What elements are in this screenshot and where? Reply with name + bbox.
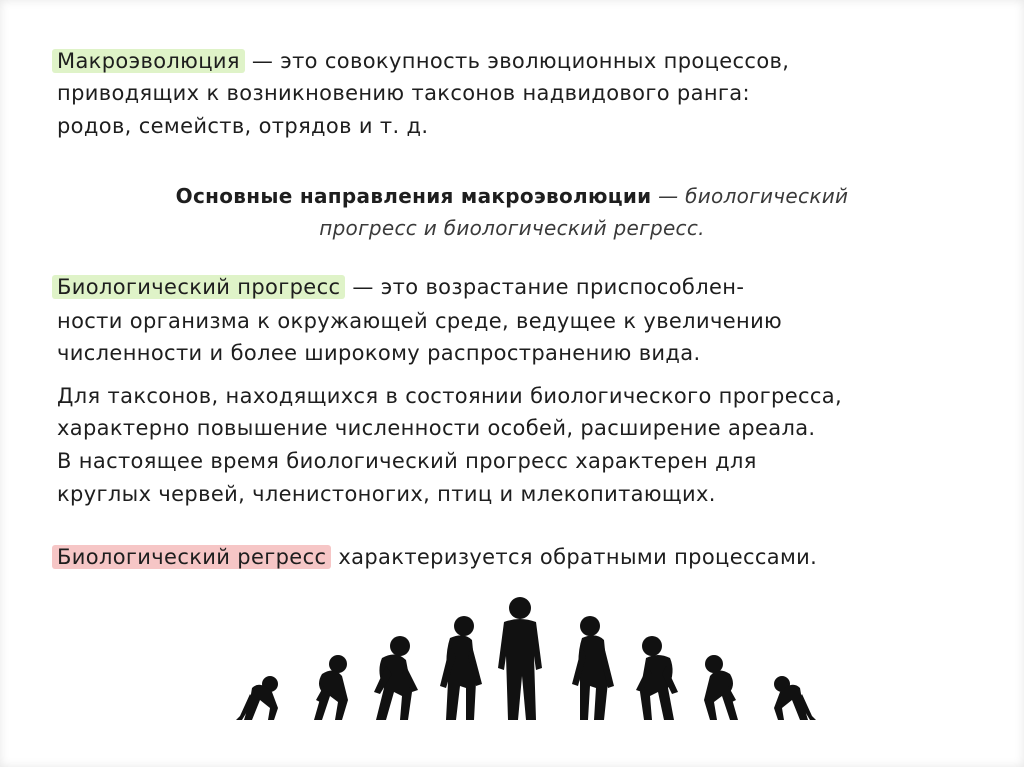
hominid-figure-6-icon <box>704 655 738 720</box>
regress-text: характеризуется обратными процессами. <box>331 545 818 569</box>
directions-line-2 <box>0 212 1024 244</box>
biological-regress-term: Биологический регресс <box>52 545 331 569</box>
directions-heading: Основные направления макроэволюции <box>175 184 652 208</box>
macroevolution-definition-line-3: родов, семейств, отрядов и т. д. <box>57 114 429 138</box>
progress-definition-text: — это возрастание приспособлен- <box>345 275 745 299</box>
evolution-silhouettes-icon <box>230 596 820 726</box>
macroevolution-definition-text: — это совокупность эволюционных процессов, <box>244 49 790 73</box>
hominid-figure-4-icon <box>572 616 614 720</box>
directions-italic-1: — биологический <box>651 184 849 208</box>
progress-definition-line-1 <box>57 271 744 303</box>
modern-human-figure-icon <box>498 597 542 720</box>
macroevolution-definition-line-1 <box>57 45 789 77</box>
hominid-figure-2-icon <box>374 636 418 720</box>
directions-line-1 <box>0 180 1024 212</box>
taxa-paragraph-line-3: В настоящее время биологический прогресс характерен для <box>57 449 757 473</box>
macroevolution-definition-line-2: приводящих к возникновению таксонов надвидового ранга: <box>57 81 750 105</box>
taxa-paragraph-line-4: круглых червей, членистоногих, птиц и млекопитающих. <box>57 482 716 506</box>
macroevolution-term: Макроэволюция <box>52 49 245 73</box>
progress-definition-line-2: ности организма к окружающей среде, ведущее к увеличению <box>57 309 783 333</box>
hominid-figure-5-icon <box>636 636 678 720</box>
hominid-figure-1-icon <box>314 655 348 720</box>
hominid-figure-3-icon <box>440 616 482 720</box>
regress-line <box>57 541 817 573</box>
directions-italic-2: прогресс и биологический регресс. <box>319 216 705 240</box>
biological-progress-term: Биологический прогресс <box>52 275 345 299</box>
taxa-paragraph-line-2: характерно повышение численности особей, расширение ареала. <box>57 416 816 440</box>
ape-figure-2-icon <box>774 676 816 720</box>
taxa-paragraph-line-1: Для таксонов, находящихся в состоянии биологического прогресса, <box>57 384 843 408</box>
progress-definition-line-3: численности и более широкому распространению вида. <box>57 341 701 365</box>
ape-figure-icon <box>236 676 278 720</box>
